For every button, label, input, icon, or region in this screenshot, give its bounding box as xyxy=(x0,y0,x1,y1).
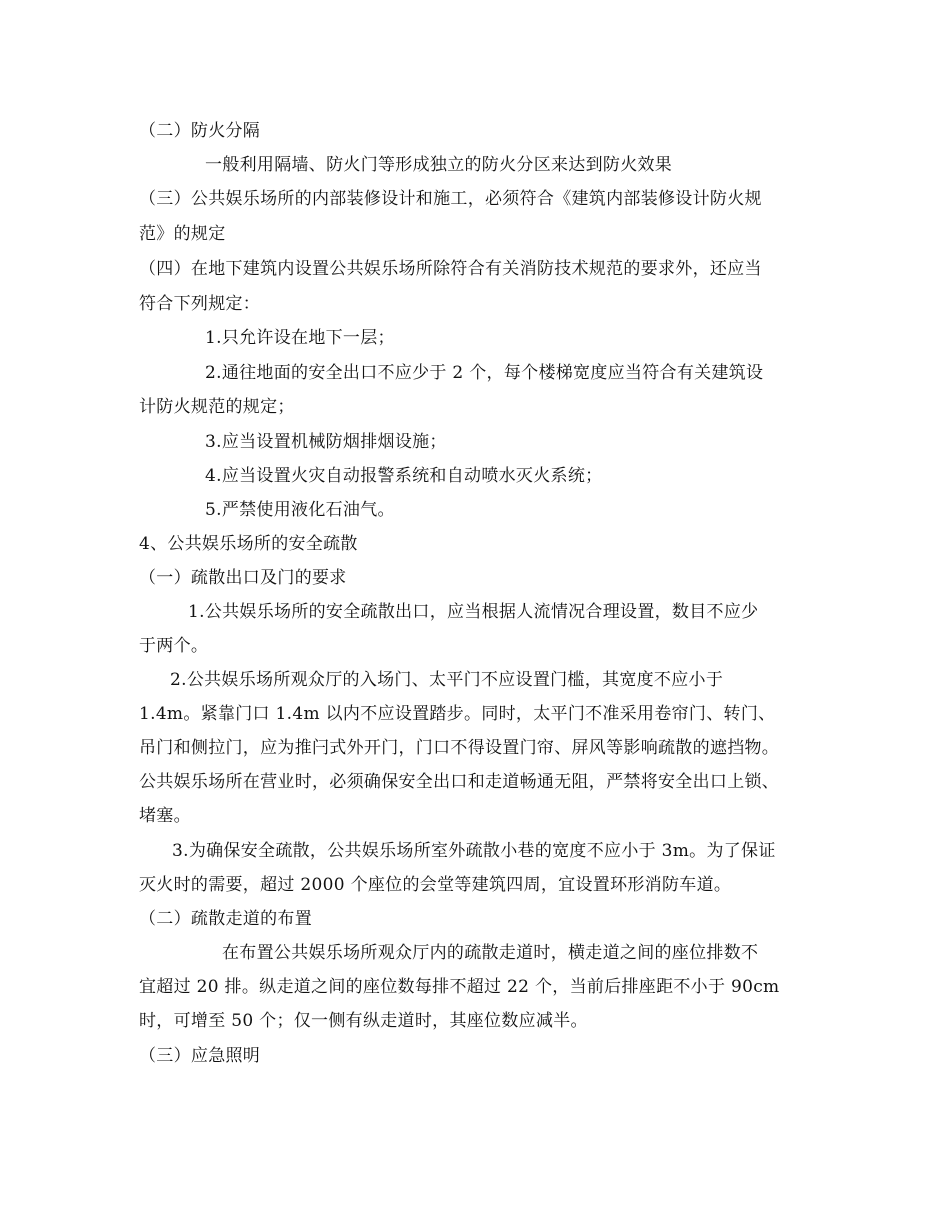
paragraph-line: 公共娱乐场所在营业时，必须确保安全出口和走道畅通无阻，严禁将安全出口上锁、 xyxy=(139,772,780,792)
section-heading-fire-separation: （二）防火分隔 xyxy=(139,121,261,141)
section-heading-interior-decoration: （三）公共娱乐场所的内部装修设计和施工，必须符合《建筑内部装修设计防火规 xyxy=(139,189,762,209)
list-item: 4.应当设置火灾自动报警系统和自动喷水灭火系统； xyxy=(205,466,603,486)
section-heading-exits-doors: （一）疏散出口及门的要求 xyxy=(139,568,347,588)
paragraph-line: 堵塞。 xyxy=(139,806,191,826)
list-item: 2.通往地面的安全出口不应少于 2 个，每个楼梯宽度应当符合有关建筑设 xyxy=(205,363,764,383)
paragraph-line: 时，可增至 50 个；仅一侧有纵走道时，其座位数应减半。 xyxy=(139,1011,588,1031)
paragraph-line: 宜超过 20 排。纵走道之间的座位数每排不超过 22 个，当前后排座距不小于 90cm xyxy=(139,977,780,997)
section-heading-emergency-lighting: （三）应急照明 xyxy=(139,1046,261,1066)
paragraph-line: 于两个。 xyxy=(139,636,209,656)
paragraph-line: 在布置公共娱乐场所观众厅内的疏散走道时，横走道之间的座位排数不 xyxy=(222,943,759,963)
section-heading-evacuation-aisles: （二）疏散走道的布置 xyxy=(139,909,312,929)
list-item: 1.只允许设在地下一层； xyxy=(205,328,395,348)
paragraph-line: 灭火时的需要，超过 2000 个座位的会堂等建筑四周，宜设置环形消防车道。 xyxy=(139,875,732,895)
paragraph-line: 1.4m。紧靠门口 1.4m 以内不应设置踏步。同时，太平门不准采用卷帘门、转门、 xyxy=(139,704,776,724)
paragraph-line: 范》的规定 xyxy=(139,224,226,244)
paragraph-line: 2.公共娱乐场所观众厅的入场门、太平门不应设置门槛，其宽度不应小于 xyxy=(170,670,724,690)
paragraph-line: 3.为确保安全疏散，公共娱乐场所室外疏散小巷的宽度不应小于 3m。为了保证 xyxy=(172,841,776,861)
paragraph-line: 计防火规范的规定； xyxy=(139,397,295,417)
paragraph-line: 1.公共娱乐场所的安全疏散出口，应当根据人流情况合理设置，数目不应少 xyxy=(188,602,759,622)
list-item: 5.严禁使用液化石油气。 xyxy=(205,500,395,520)
paragraph-line: 一般利用隔墙、防火门等形成独立的防火分区来达到防火效果 xyxy=(205,155,673,175)
paragraph-line: 吊门和侧拉门，应为推闩式外开门，门口不得设置门帘、屏风等影响疏散的遮挡物。 xyxy=(139,738,780,758)
paragraph-line: 符合下列规定： xyxy=(139,294,261,314)
list-item: 3.应当设置机械防烟排烟设施； xyxy=(205,432,447,452)
chapter-heading-evacuation: 4、公共娱乐场所的安全疏散 xyxy=(139,534,358,554)
section-heading-underground: （四）在地下建筑内设置公共娱乐场所除符合有关消防技术规范的要求外，还应当 xyxy=(139,259,762,279)
